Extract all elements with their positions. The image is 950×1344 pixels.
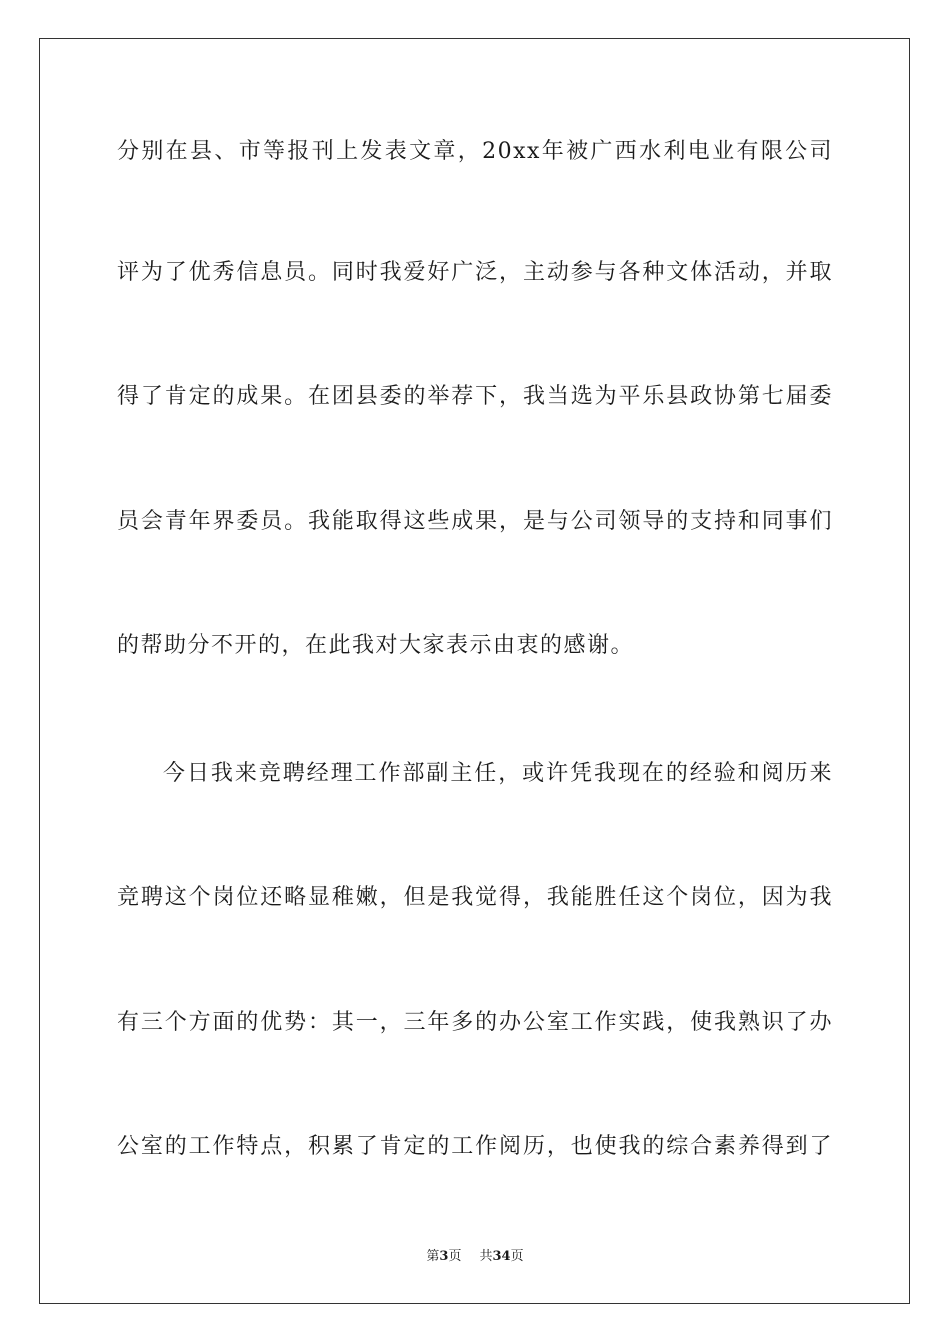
total-suffix: 页 [510, 1249, 524, 1264]
paragraph-2-line-4: 公室的工作特点，积累了肯定的工作阅历，也使我的综合素养得到了 [117, 1134, 833, 1159]
total-prefix: 共 [479, 1249, 493, 1264]
page-number: 3 [439, 1249, 449, 1264]
paragraph-2-line-1: 今日我来竞聘经理工作部副主任，或许凭我现在的经验和阅历来 [163, 761, 833, 786]
paragraph-2-line-2: 竞聘这个岗位还略显稚嫩，但是我觉得，我能胜任这个岗位，因为我 [117, 885, 833, 910]
page-suffix: 页 [448, 1249, 462, 1264]
text-line-2: 评为了优秀信息员。同时我爱好广泛，主动参与各种文体活动，并取 [117, 260, 833, 285]
paragraph-2-line-3: 有三个方面的优势：其一，三年多的办公室工作实践，使我熟识了办 [117, 1010, 833, 1035]
total-pages: 34 [492, 1249, 511, 1264]
text-line-1: 分别在县、市等报刊上发表文章，20xx年被广西水利电业有限公司 [117, 139, 833, 164]
page-prefix: 第 [426, 1249, 440, 1264]
text-line-5: 的帮助分不开的，在此我对大家表示由衷的感谢。 [117, 633, 635, 658]
page-footer [0, 1248, 950, 1266]
text-line-4: 员会青年界委员。我能取得这些成果，是与公司领导的支持和同事们 [117, 509, 833, 534]
page-border [39, 38, 910, 1304]
text-line-3: 得了肯定的成果。在团县委的举荐下，我当选为平乐县政协第七届委 [117, 384, 833, 409]
